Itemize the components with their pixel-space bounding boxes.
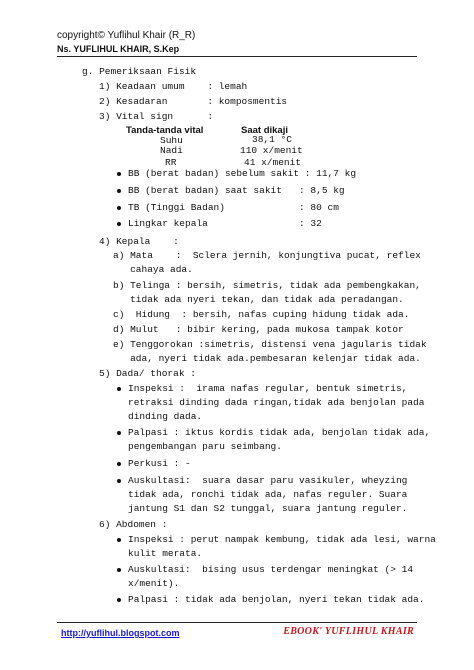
footer-rule	[57, 622, 417, 623]
dada-palpasi-2: pengembangan paru seimbang.	[128, 441, 282, 452]
dada-auskultasi-1: Auskultasi: suara dasar paru vasikuler, wheyzing	[128, 475, 408, 486]
abdomen-auskultasi-1: Auskultasi: bising usus terdengar meningkat (> 14	[128, 564, 414, 575]
kesadaran: 2) Kesadaran : komposmentis	[99, 96, 288, 107]
bullet-icon	[117, 462, 121, 466]
bb-before: BB (berat badan) sebelum sakit : 11,7 kg	[128, 168, 357, 179]
ebook-brand: EBOOK' YUFLIHUL KHAIR	[283, 626, 414, 637]
kepala-title: 4) Kepala :	[99, 236, 179, 247]
tenggorokan-line-2: ada, nyeri tidak ada.pembesaran kelenjar tidak ada.	[113, 353, 421, 364]
header-rule	[57, 56, 417, 57]
dada-inspeksi-2: retraksi dinding dada ringan,tidak ada benjolan pada	[128, 397, 425, 408]
bullet-icon	[117, 538, 121, 542]
bullet-icon	[117, 431, 121, 435]
dada-auskultasi-2: tidak ada, ronchi tidak ada, nafas reguler. Suara	[128, 489, 408, 500]
mulut: d) Mulut : bibir kering, pada mukosa tampak kotor	[113, 324, 404, 335]
bullet-icon	[117, 222, 121, 226]
bullet-icon	[117, 598, 121, 602]
abdomen-title: 6) Abdomen :	[99, 519, 168, 530]
vital-table-header-a: Tanda-tanda vital	[126, 125, 204, 136]
author-name: Ns. YUFLIHUL KHAIR, S.Kep	[57, 44, 180, 54]
bullet-icon	[117, 172, 121, 176]
bullet-icon	[117, 189, 121, 193]
abdomen-inspeksi-2: kulit merata.	[128, 548, 203, 559]
rr-value: 41 x/menit	[244, 157, 302, 168]
bullet-icon	[117, 387, 121, 391]
hidung: c) Hidung : bersih, nafas cuping hidung tidak ada.	[113, 309, 410, 320]
copyright-text: copyright© Yuflihul Khair (R_R)	[57, 30, 196, 41]
abdomen-auskultasi-2: x/menit).	[128, 578, 180, 589]
blog-link[interactable]: http://yuflihul.blogspot.com	[61, 628, 180, 638]
nadi-value: 110 x/menit	[240, 145, 303, 156]
dada-inspeksi-1: Inspeksi : irama nafas regular, bentuk simetris,	[128, 383, 408, 394]
bullet-icon	[117, 568, 121, 572]
telinga-line-2: tidak ada nyeri tekan, dan tidak ada peradangan.	[113, 294, 404, 305]
abdomen-inspeksi-1: Inspeksi : perut nampak kembung, tidak ada lesi, warna	[128, 534, 436, 545]
dada-auskultasi-3: jantung S1 dan S2 tunggal, suara jantung reguler.	[128, 503, 408, 514]
mata-line-1: a) Mata : Sclera jernih, konjungtiva pucat, reflex	[113, 250, 421, 261]
rr-label: RR	[165, 157, 177, 168]
nadi-label: Nadi	[160, 145, 183, 156]
bb-now: BB (berat badan) saat sakit : 8,5 kg	[128, 185, 345, 196]
dada-title: 5) Dada/ thorak :	[99, 368, 196, 379]
dada-palpasi-1: Palpasi : iktus kordis tidak ada, benjolan tidak ada,	[128, 427, 431, 438]
keadaan-umum: 1) Keadaan umum : lemah	[99, 81, 248, 92]
abdomen-palpasi: Palpasi : tidak ada benjolan, nyeri tekan tidak ada.	[128, 594, 425, 605]
section-title: g. Pemeriksaan Fisik	[82, 66, 197, 77]
suhu-value: 38,1 °C	[252, 134, 292, 145]
suhu-label: Suhu	[160, 135, 183, 146]
mata-line-2: cahaya ada.	[113, 264, 193, 275]
dada-perkusi: Perkusi : -	[128, 458, 191, 469]
bullet-icon	[117, 206, 121, 210]
bullet-icon	[117, 479, 121, 483]
dada-inspeksi-3: dinding dada.	[128, 411, 203, 422]
tinggi-badan: TB (Tinggi Badan) : 80 cm	[128, 202, 339, 213]
lingkar-kepala: Lingkar kepala : 32	[128, 218, 322, 229]
vital-table-header-b: Saat dikaji	[241, 125, 288, 136]
tenggorokan-line-1: e) Tenggorokan :simetris, distensi vena jagularis tidak	[113, 339, 427, 350]
vital-sign-label: 3) Vital sign :	[99, 111, 214, 122]
telinga-line-1: b) Telinga : bersih, simetris, tidak ada pembengkakan,	[113, 280, 421, 291]
